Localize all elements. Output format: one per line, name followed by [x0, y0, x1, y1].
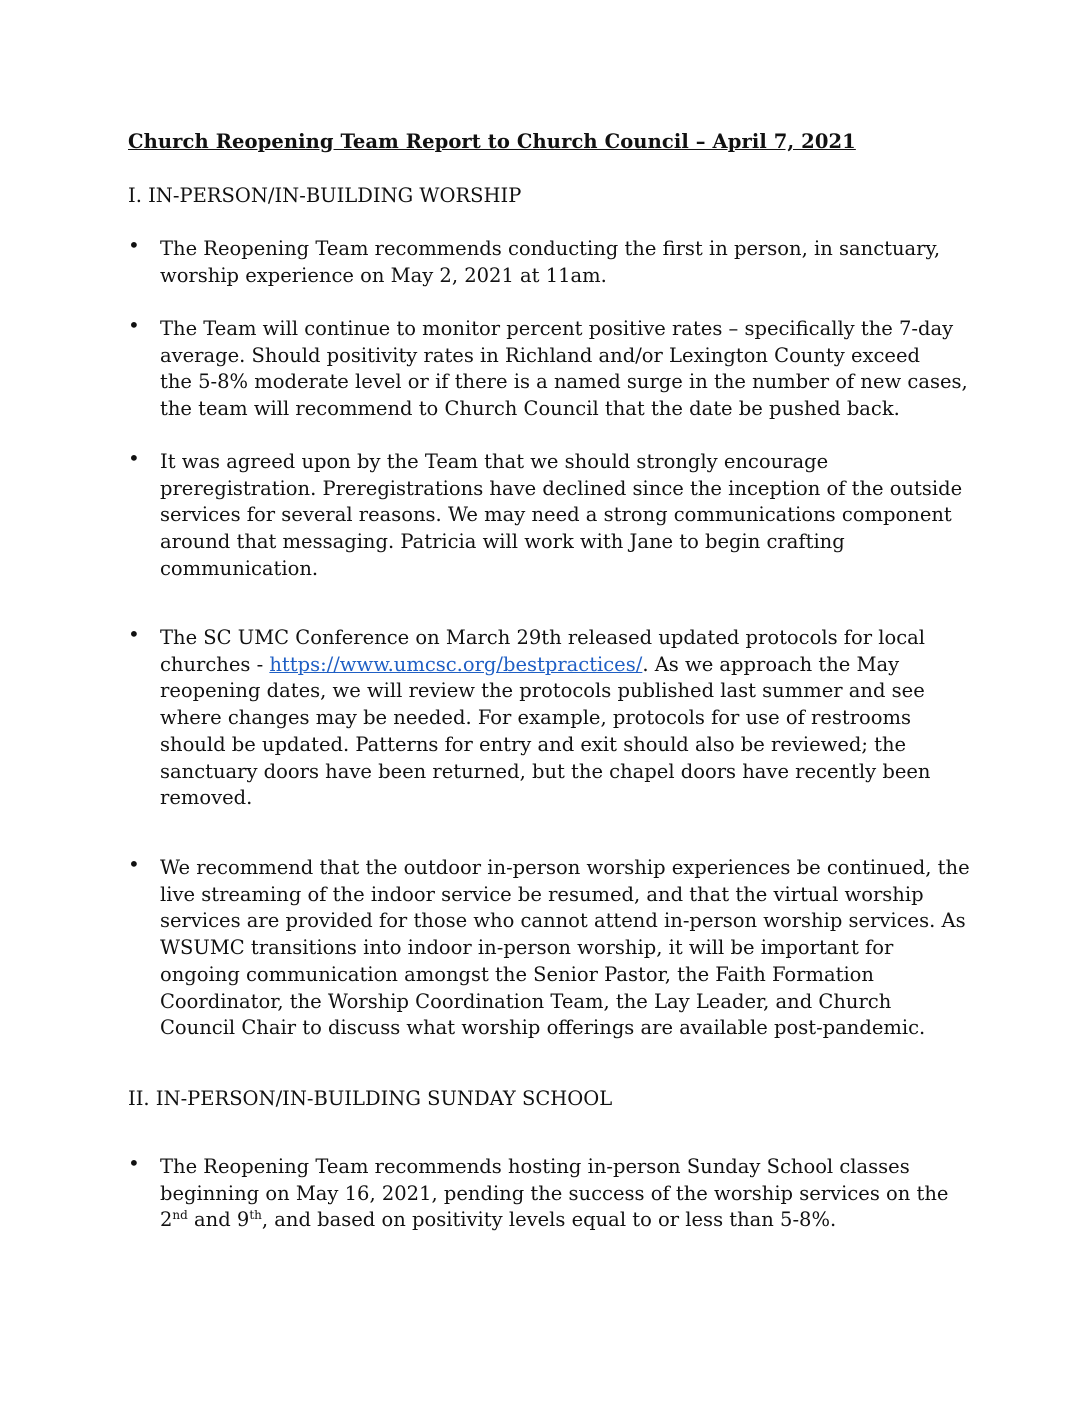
list-item-text: [160, 449, 968, 583]
text-line: ongoing communication amongst the Senior Pastor, the Faith Formation: [160, 962, 874, 986]
bullet-marker: •: [128, 313, 140, 337]
text-line: around that messaging. Patricia will work with Jane to begin crafting: [160, 530, 845, 554]
text-line: the 5-8% moderate level or if there is a named surge in the number of new cases,: [160, 370, 968, 394]
bullet-marker: •: [128, 446, 140, 470]
text-line: reopening dates, we will review the protocols published last summer and see: [160, 679, 925, 703]
text-line: preregistration. Preregistrations have declined since the inception of the outside: [160, 476, 963, 500]
text-fragment: . As we approach the May: [642, 652, 900, 676]
text-line: The Reopening Team recommends hosting in-person Sunday School classes: [160, 1155, 910, 1178]
text-line: [160, 652, 968, 679]
bullet-marker: •: [128, 233, 140, 257]
text-line: should be updated. Patterns for entry and exit should also be reviewed; the: [160, 732, 907, 756]
text-line: WSUMC transitions into indoor in-person worship, it will be important for: [160, 936, 894, 960]
text-line: services for several reasons. We may need a strong communications component: [160, 503, 952, 527]
ordinal-suffix: nd: [172, 1208, 188, 1223]
list-item-text: [160, 855, 968, 1042]
text-fragment: churches -: [160, 652, 270, 676]
ordinal-suffix: th: [249, 1208, 262, 1223]
list-item-text: [160, 1154, 968, 1234]
text-line: communication.: [160, 556, 319, 580]
text-line: It was agreed upon by the Team that we should strongly encourage: [160, 450, 829, 473]
text-line: beginning on May 16, 2021, pending the success of the worship services on the: [160, 1181, 949, 1205]
text-line: removed.: [160, 786, 253, 810]
text-line: The SC UMC Conference on March 29th released updated protocols for local: [160, 626, 926, 649]
text-fragment: , and based on positivity levels equal to or less than 5-8%.: [261, 1208, 837, 1232]
best-practices-link[interactable]: https://www.umcsc.org/bestpractices/: [269, 652, 643, 676]
text-line: the team will recommend to Church Council that the date be pushed back.: [160, 397, 900, 421]
text-line: Coordinator, the Worship Coordination Team, the Lay Leader, and Church: [160, 989, 892, 1013]
text-line: We recommend that the outdoor in-person worship experiences be continued, the: [160, 856, 970, 879]
text-line: worship experience on May 2, 2021 at 11am.: [160, 263, 607, 287]
text-line: live streaming of the indoor service be resumed, and that the virtual worship: [160, 882, 924, 906]
text-line: Council Chair to discuss what worship offerings are available post-pandemic.: [160, 1016, 926, 1040]
section-heading-sunday-school: II. IN-PERSON/IN-BUILDING SUNDAY SCHOOL: [128, 1087, 613, 1110]
text-fragment: 2: [160, 1208, 173, 1232]
text-line: where changes may be needed. For example, protocols for use of restrooms: [160, 706, 912, 730]
list-item-text: [160, 236, 968, 289]
list-item-text: [160, 625, 968, 812]
bullet-marker: •: [128, 1151, 140, 1175]
bullet-marker: •: [128, 622, 140, 646]
document-title: Church Reopening Team Report to Church Council – April 7, 2021: [128, 130, 856, 153]
list-item-text: [160, 316, 968, 423]
text-line: The Reopening Team recommends conducting the first in person, in sanctuary,: [160, 237, 941, 260]
text-line: services are provided for those who cannot attend in-person worship services. As: [160, 909, 966, 933]
bullet-marker: •: [128, 852, 140, 876]
text-line: [160, 1207, 968, 1234]
text-line: The Team will continue to monitor percent positive rates – specifically the 7-day: [160, 317, 954, 340]
section-heading-worship: I. IN-PERSON/IN-BUILDING WORSHIP: [128, 184, 522, 207]
text-fragment: and 9: [187, 1208, 250, 1232]
text-line: sanctuary doors have been returned, but the chapel doors have recently been: [160, 759, 931, 783]
text-line: average. Should positivity rates in Richland and/or Lexington County exceed: [160, 343, 920, 367]
